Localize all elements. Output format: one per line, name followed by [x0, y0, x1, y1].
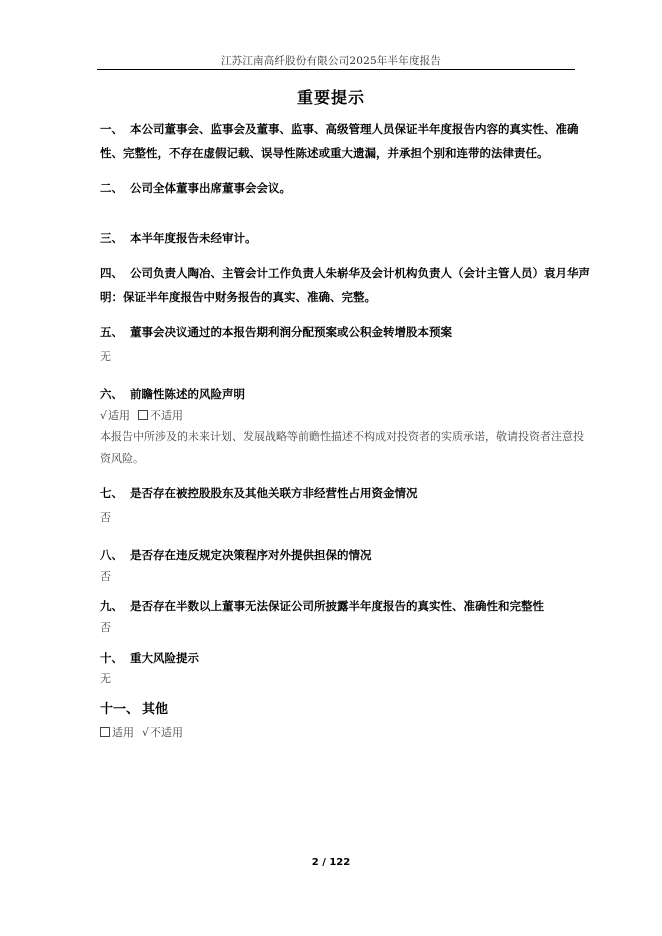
section-4	[100, 261, 590, 309]
section-number: 一、	[100, 122, 123, 136]
section-10-answer: 无	[100, 672, 111, 685]
section-2	[100, 176, 590, 200]
section-5-answer: 无	[100, 350, 111, 363]
section-number: 三、	[100, 231, 123, 245]
running-header: 江苏江南高纤股份有限公司2025年半年度报告	[220, 55, 442, 67]
page-number: 2 / 122	[311, 857, 351, 868]
section-text: 公司负责人陶冶、主管会计工作负责人朱崭华及会计机构负责人（会计主管人员）袁月华声明：保证半年度报告中财务报告的真实、准确、完整。	[100, 266, 590, 304]
section-6	[100, 382, 590, 406]
section-text: 重大风险提示	[130, 651, 199, 665]
section-number: 九、	[100, 599, 123, 613]
section-text: 是否存在半数以上董事无法保证公司所披露半年度报告的真实性、准确性和完整性	[130, 599, 544, 613]
section-number: 七、	[100, 486, 123, 500]
header-rule	[97, 69, 575, 70]
section-6-body: 本报告中所涉及的未来计划、发展战略等前瞻性描述不构成对投资者的实质承诺，敬请投资者注意投资风险。	[100, 430, 584, 465]
section-number: 四、	[100, 266, 123, 280]
section-11	[100, 698, 590, 722]
section-9-answer: 否	[100, 621, 111, 634]
section-7	[100, 481, 590, 505]
option-applicable-checked: 适用	[108, 409, 131, 422]
section-number: 五、	[100, 325, 123, 339]
section-text: 本公司董事会、监事会及董事、监事、高级管理人员保证半年度报告内容的真实性、准确性、完整性，不存在虚假记载、误导性陈述或重大遗漏，并承担个别和连带的法律责任。	[100, 122, 579, 160]
section-text: 其他	[142, 702, 169, 717]
section-11-options	[100, 723, 590, 743]
section-5	[100, 320, 590, 344]
section-text: 董事会决议通过的本报告期利润分配预案或公积金转增股本预案	[130, 325, 452, 339]
section-1	[100, 117, 590, 165]
check-mark-icon: √	[100, 409, 108, 422]
empty-checkbox-icon	[100, 727, 110, 737]
section-number: 十、	[100, 651, 123, 665]
section-8	[100, 543, 590, 567]
section-3	[100, 226, 590, 250]
section-number: 八、	[100, 548, 123, 562]
section-number: 六、	[100, 387, 123, 401]
page-title: 重要提示	[296, 88, 365, 107]
section-text: 本半年度报告未经审计。	[130, 231, 257, 245]
section-number: 十一、	[100, 702, 140, 717]
section-text: 公司全体董事出席董事会会议。	[130, 181, 291, 195]
section-7-answer: 否	[100, 511, 111, 524]
section-text: 是否存在被控股股东及其他关联方非经营性占用资金情况	[130, 486, 418, 500]
section-6-options	[100, 406, 590, 426]
section-9	[100, 594, 590, 618]
section-text: 前瞻性陈述的风险声明	[130, 387, 245, 401]
section-8-answer: 否	[100, 570, 111, 583]
section-number: 二、	[100, 181, 123, 195]
section-10	[100, 646, 590, 670]
check-mark-icon: √	[142, 726, 150, 739]
option-not-applicable-checked: 不适用	[150, 726, 184, 739]
section-text: 是否存在违反规定决策程序对外提供担保的情况	[130, 548, 372, 562]
option-applicable: 适用	[112, 726, 134, 739]
option-not-applicable: 不适用	[150, 409, 184, 422]
empty-checkbox-icon	[138, 410, 148, 420]
